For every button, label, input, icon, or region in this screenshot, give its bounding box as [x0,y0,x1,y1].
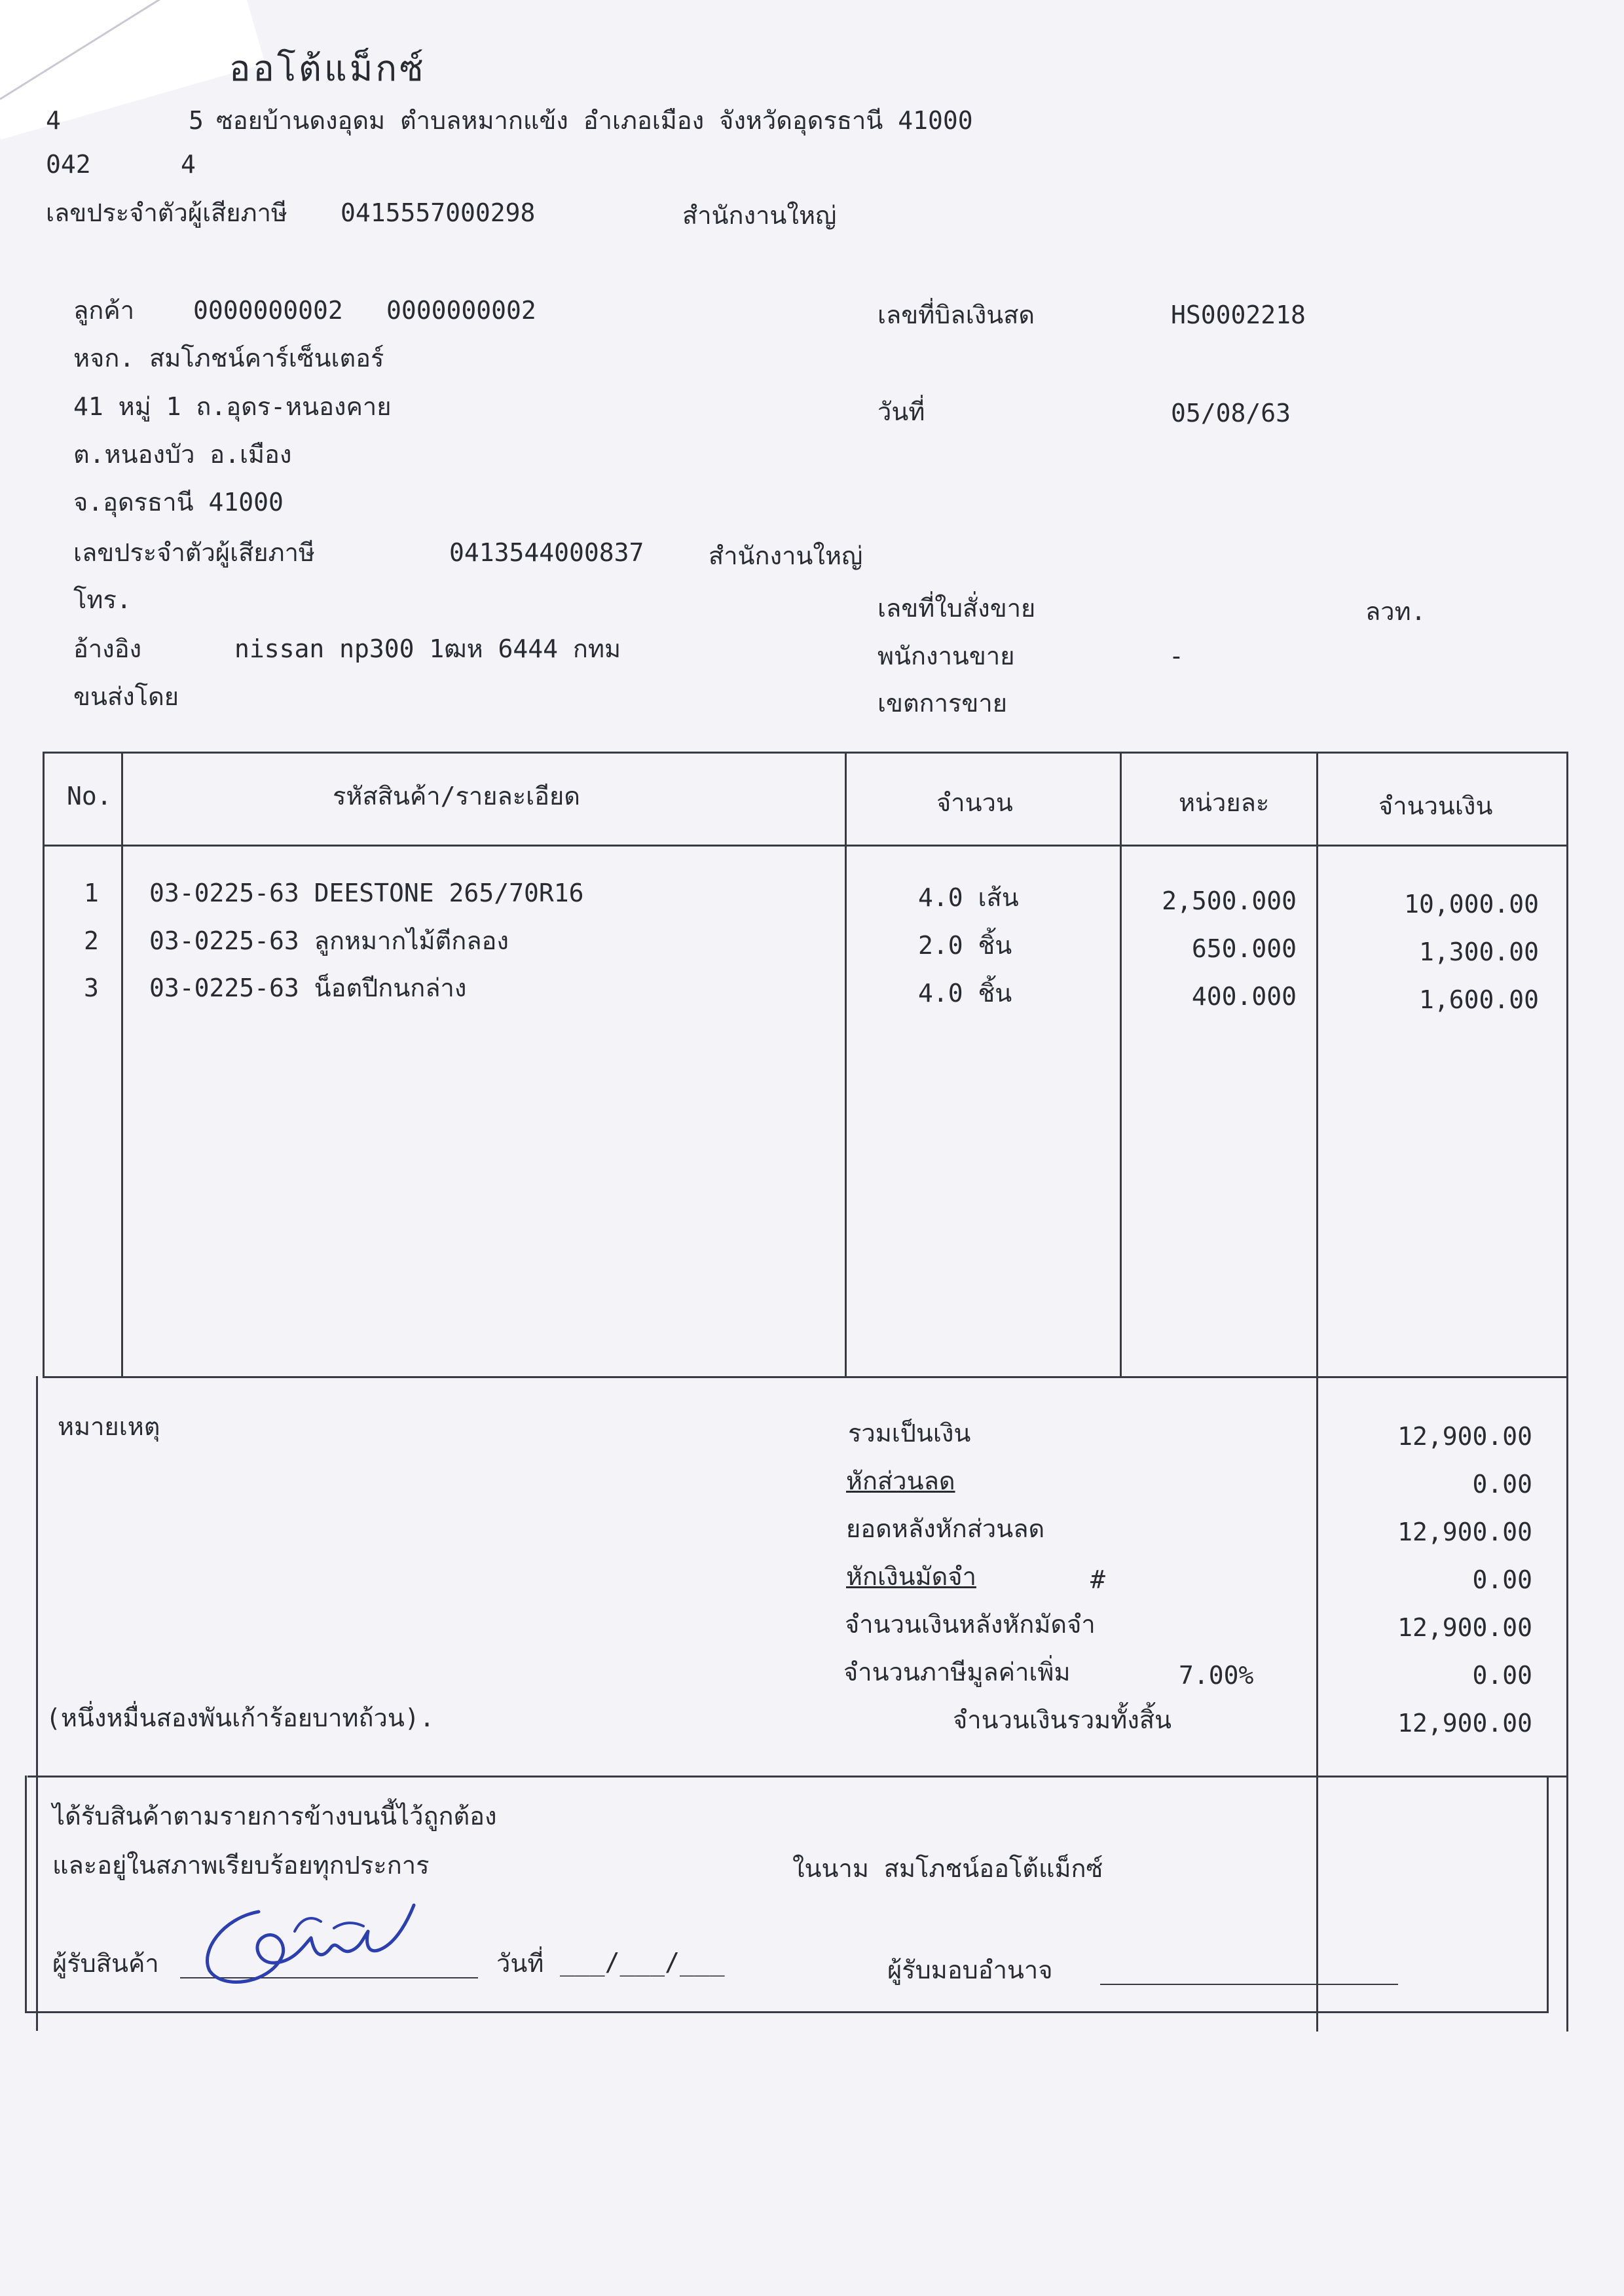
company-phone-partial: 042 [46,150,91,179]
shipping-label: ขนส่งโดย [73,682,179,711]
company-tax-id: 0415557000298 [341,198,536,227]
customer-tax-id: 0413544000837 [449,538,644,567]
company-tax-id-label: เลขประจำตัวผู้เสียภาษี [46,198,287,227]
receiver-label: ผู้รับสินค้า [52,1949,159,1978]
receiver-date-label: วันที่ [496,1949,544,1978]
row-amount: 1,600.00 [1418,985,1539,1014]
header-amount: จำนวนเงิน [1378,792,1493,820]
company-phone-tail: 4 [181,150,196,179]
summary-left-border [36,1376,38,2031]
row-quantity: 4.0 ชิ้น [918,979,1012,1008]
received-statement-2: และอยู่ในสภาพเรียบร้อยทุกประการ [52,1851,430,1880]
row-description: 03-0225-63 น็อตปีกนกล่าง [149,974,467,1002]
receiver-signature [196,1892,432,1997]
summary-label-after-deposit: จำนวนเงินหลังหักมัดจำ [845,1610,1096,1639]
header-quantity: จำนวน [936,788,1013,817]
row-description: 03-0225-63 ลูกหมากไม้ตีกลอง [149,926,509,955]
deposit-mark: # [1090,1565,1105,1594]
row-amount: 1,300.00 [1418,938,1539,966]
summary-value-deposit: 0.00 [1472,1565,1532,1594]
footer-bottom-border [25,2011,1547,2013]
header-description: รหัสสินค้า/รายละเอียด [333,782,580,811]
customer-label: ลูกค้า [73,296,135,325]
company-name: ออโต้แม็กซ์ [229,48,426,89]
customer-code-2: 0000000002 [386,296,536,325]
customer-branch: สำนักงานใหญ่ [709,541,863,570]
footer-top-border [28,1776,1568,1777]
header-no: No. [67,782,112,811]
vat-rate: 7.00% [1179,1661,1254,1690]
company-address: ซอยบ้านดงอุดม ตำบลหมากแข้ง อำเภอเมือง จังหวัดอุดรธานี 41000 [216,106,973,135]
summary-label-deposit: หักเงินมัดจำ [846,1562,976,1591]
row-description: 03-0225-63 DEESTONE 265/70R16 [149,879,584,907]
summary-value-discount: 0.00 [1472,1470,1532,1499]
customer-address-2: ต.หนองบัว อ.เมือง [73,440,292,469]
summary-value-subtotal: 12,900.00 [1397,1422,1532,1451]
company-branch: สำนักงานใหญ่ [682,201,837,230]
row-no: 1 [84,879,99,907]
row-unit-price: 2,500.000 [1162,886,1297,915]
summary-value-after-discount: 12,900.00 [1397,1518,1532,1546]
header-unit-price: หน่วยละ [1179,788,1270,817]
reference-value: nissan np300 1ฒห 6444 กทม [234,634,621,663]
row-unit-price: 400.000 [1191,982,1297,1011]
bill-date-label: วันที่ [877,397,925,426]
row-quantity: 2.0 ชิ้น [918,931,1012,960]
sales-order-value: ลวท. [1365,597,1426,626]
company-address-fragment: 5 [189,106,204,135]
customer-phone-label: โทร. [73,585,132,614]
summary-label-after-discount: ยอดหลังหักส่วนลด [846,1514,1045,1543]
row-unit-price: 650.000 [1191,934,1297,963]
row-no: 3 [84,974,99,1002]
row-amount: 10,000.00 [1404,890,1539,919]
sales-area-label: เขตการขาย [877,689,1007,718]
summary-value-vat: 0.00 [1472,1661,1532,1690]
bill-number-label: เลขที่บิลเงินสด [877,301,1035,329]
customer-tax-id-label: เลขประจำตัวผู้เสียภาษี [73,538,315,567]
receiver-date-blank: ___/___/___ [560,1948,725,1977]
bill-date: 05/08/63 [1171,399,1291,428]
customer-address-3: จ.อุดรธานี 41000 [73,488,284,517]
salesperson-label: พนักงานขาย [877,642,1015,670]
sales-order-label: เลขที่ใบสั่งขาย [877,594,1036,623]
authorized-signature-line [1100,1984,1398,1985]
amount-in-words: (หนึ่งหมื่นสองพันเก้าร้อยบาทถ้วน). [46,1704,435,1732]
bill-number: HS0002218 [1171,301,1306,329]
authorized-label: ผู้รับมอบอำนาจ [887,1956,1053,1984]
summary-label-subtotal: รวมเป็นเงิน [848,1419,971,1448]
row-no: 2 [84,926,99,955]
customer-code-1: 0000000002 [193,296,343,325]
footer-left-border [25,1776,27,2011]
row-quantity: 4.0 เส้น [918,883,1019,912]
reference-label: อ้างอิง [73,634,142,663]
received-statement-1: ได้รับสินค้าตามรายการข้างบนนี้ไว้ถูกต้อง [52,1802,497,1831]
company-address-prefix: 4 [46,106,61,135]
salesperson-value: - [1169,642,1184,670]
on-behalf-of: ในนาม สมโภชน์ออโต้แม็กซ์ [792,1854,1103,1883]
summary-label-vat: จำนวนภาษีมูลค่าเพิ่ม [843,1658,1071,1686]
summary-value-after-deposit: 12,900.00 [1397,1613,1532,1642]
summary-label-grand-total: จำนวนเงินรวมทั้งสิ้น [953,1705,1172,1734]
customer-address-1: 41 หมู่ 1 ถ.อุดร-หนองคาย [73,392,392,421]
footer-right-border [1547,1776,1549,2013]
summary-label-discount: หักส่วนลด [846,1467,955,1495]
customer-name: หจก. สมโภชน์คาร์เซ็นเตอร์ [73,344,384,373]
remark-label: หมายเหตุ [58,1412,160,1441]
summary-value-grand-total: 12,900.00 [1397,1709,1532,1738]
